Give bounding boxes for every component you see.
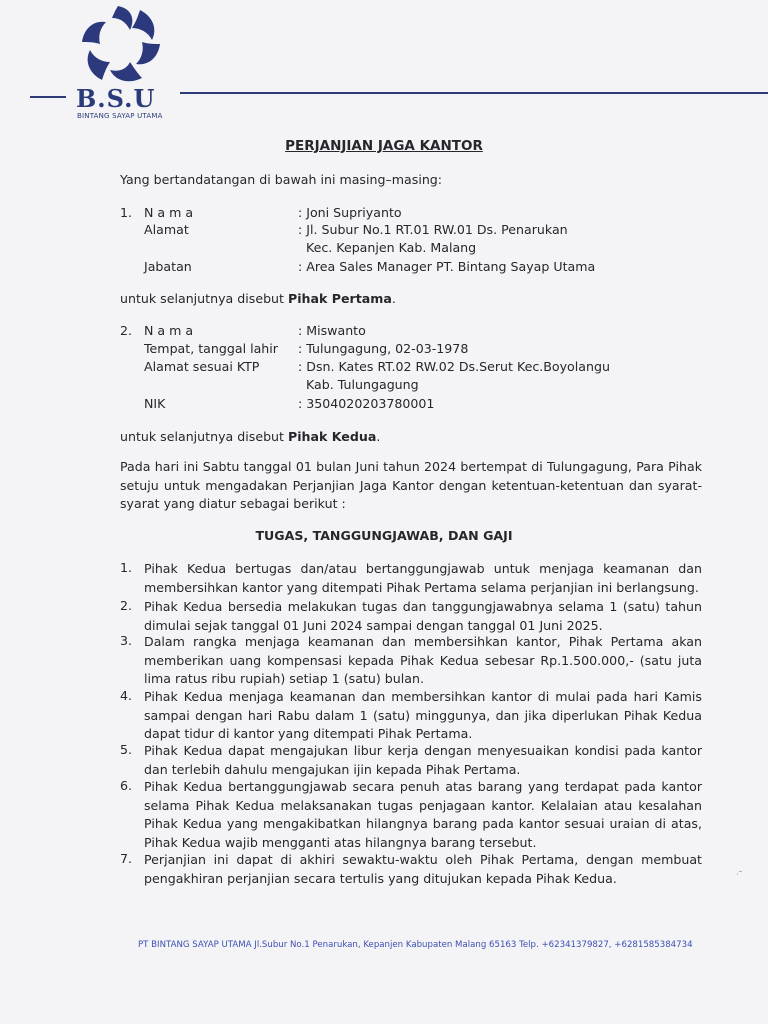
clause-3-text: Dalam rangka menjaga keamanan dan membersihkan kantor, Pihak Pertama akan memberikan uang kompensasi kepada Pihak Kedua sebesar Rp.1.500.000,- (satu juta lima ratus ribu rupiah) setiap 1 (satu) bulan. xyxy=(144,634,702,687)
party2-number: 2. xyxy=(120,323,133,338)
party2-reference-prefix: untuk selanjutnya disebut xyxy=(120,429,288,444)
brand-subtitle: BINTANG SAYAP UTAMA xyxy=(77,112,163,120)
clause-6-text: Pihak Kedua bertanggungjawab secara penuh atas barang yang terdapat pada kantor selama Pihak Kedua melaksanakan tugas penjagaan kantor. Kelalaian atau kesalahan Pihak Kedua yang mengakibatkan hilangnya barang pada kantor sesuai uraian di atas, Pihak Kedua wajib mengganti atas hilangnya barang tersebut. xyxy=(144,779,702,850)
party2-nik-value: : 3504020203780001 xyxy=(298,396,435,411)
party1-alamat-value-1: : Jl. Subur No.1 RT.01 RW.01 Ds. Penarukan xyxy=(298,222,568,237)
clause-5-number: 5. xyxy=(120,742,133,757)
brand-name: B.S.U xyxy=(76,84,156,113)
company-logo-icon xyxy=(78,4,164,84)
party1-jabatan-value: : Area Sales Manager PT. Bintang Sayap Utama xyxy=(298,259,596,274)
party2-nama-label: N a m a xyxy=(144,323,194,338)
clause-1-text: Pihak Kedua bertugas dan/atau bertanggungjawab untuk menjaga keamanan dan membersihkan kantor yang ditempati Pihak Pertama selama perjanjian ini berlangsung. xyxy=(144,561,702,595)
party2-ttl-label: Tempat, tanggal lahir xyxy=(144,341,278,356)
clause-5-text: Pihak Kedua dapat mengajukan libur kerja dengan menyesuaikan kondisi pada kantor dan terlebih dahulu mengajukan ijin kepada Pihak Pertama. xyxy=(144,743,702,777)
letterhead-rule-right xyxy=(180,92,768,94)
clause-1-number: 1. xyxy=(120,560,133,575)
clause-4-text: Pihak Kedua menjaga keamanan dan membersihkan kantor di mulai pada hari Kamis sampai dengan hari Rabu dalam 1 (satu) minggunya, dan jika diperlukan Pihak Kedua dapat tidur di kantor yang ditempati Pihak Pertama. xyxy=(144,689,702,742)
clause-6-number: 6. xyxy=(120,778,133,793)
party1-nama-label: N a m a xyxy=(144,205,194,220)
letterhead-rule-left xyxy=(30,96,66,98)
scan-mark: ·˜ xyxy=(736,870,743,879)
party2-nik-label: NIK xyxy=(144,396,166,411)
party2-nama-value: : Miswanto xyxy=(298,323,366,338)
clause-3-number: 3. xyxy=(120,633,133,648)
party2-alamat-label: Alamat sesuai KTP xyxy=(144,359,260,374)
opening-paragraph: Pada hari ini Sabtu tanggal 01 bulan Juni tahun 2024 bertempat di Tulungagung, Para Pihak setuju untuk mengadakan Perjanjian Jaga Kantor dengan ketentuan-ketentuan dan syarat-syarat yang diatur sebagai berikut : xyxy=(120,459,702,512)
intro-text: Yang bertandatangan di bawah ini masing–masing: xyxy=(120,172,443,187)
footer-address: PT BINTANG SAYAP UTAMA Jl.Subur No.1 Penarukan, Kepanjen Kabupaten Malang 65163 Telp. +62341379827, +6281585384734 xyxy=(138,940,693,950)
party1-reference-prefix: untuk selanjutnya disebut xyxy=(120,291,288,306)
party2-alamat-value-1: : Dsn. Kates RT.02 RW.02 Ds.Serut Kec.Boyolangu xyxy=(298,359,610,374)
party1-reference-term: Pihak Pertama xyxy=(287,291,392,306)
clause-2-number: 2. xyxy=(120,598,133,613)
party1-jabatan-label: Jabatan xyxy=(144,259,192,274)
party1-alamat-value-2: Kec. Kepanjen Kab. Malang xyxy=(306,240,477,255)
party1-nama-value: : Joni Supriyanto xyxy=(298,205,402,220)
document-title: PERJANJIAN JAGA KANTOR xyxy=(285,138,483,154)
party1-reference xyxy=(120,291,396,306)
party1-reference-suffix: . xyxy=(391,291,396,306)
party2-reference-suffix: . xyxy=(376,429,381,444)
party2-alamat-value-2: Kab. Tulungagung xyxy=(306,377,419,392)
party2-ttl-value: : Tulungagung, 02-03-1978 xyxy=(298,341,469,356)
party1-number: 1. xyxy=(120,205,133,220)
party2-reference xyxy=(120,429,380,444)
clause-7-text: Perjanjian ini dapat di akhiri sewaktu-waktu oleh Pihak Pertama, dengan membuat pengakhiran perjanjian secara tertulis yang ditujukan kepada Pihak Kedua. xyxy=(144,852,702,886)
party1-alamat-label: Alamat xyxy=(144,222,189,237)
clause-4-number: 4. xyxy=(120,688,133,703)
party2-reference-term: Pihak Kedua xyxy=(287,429,377,444)
clause-7-number: 7. xyxy=(120,851,133,866)
clause-2-text: Pihak Kedua bersedia melakukan tugas dan tanggungjawabnya selama 1 (satu) tahun dimulai sejak tanggal 01 Juni 2024 sampai dengan tanggal 01 Juni 2025. xyxy=(144,599,702,633)
section-title: TUGAS, TANGGUNGJAWAB, DAN GAJI xyxy=(255,528,513,543)
